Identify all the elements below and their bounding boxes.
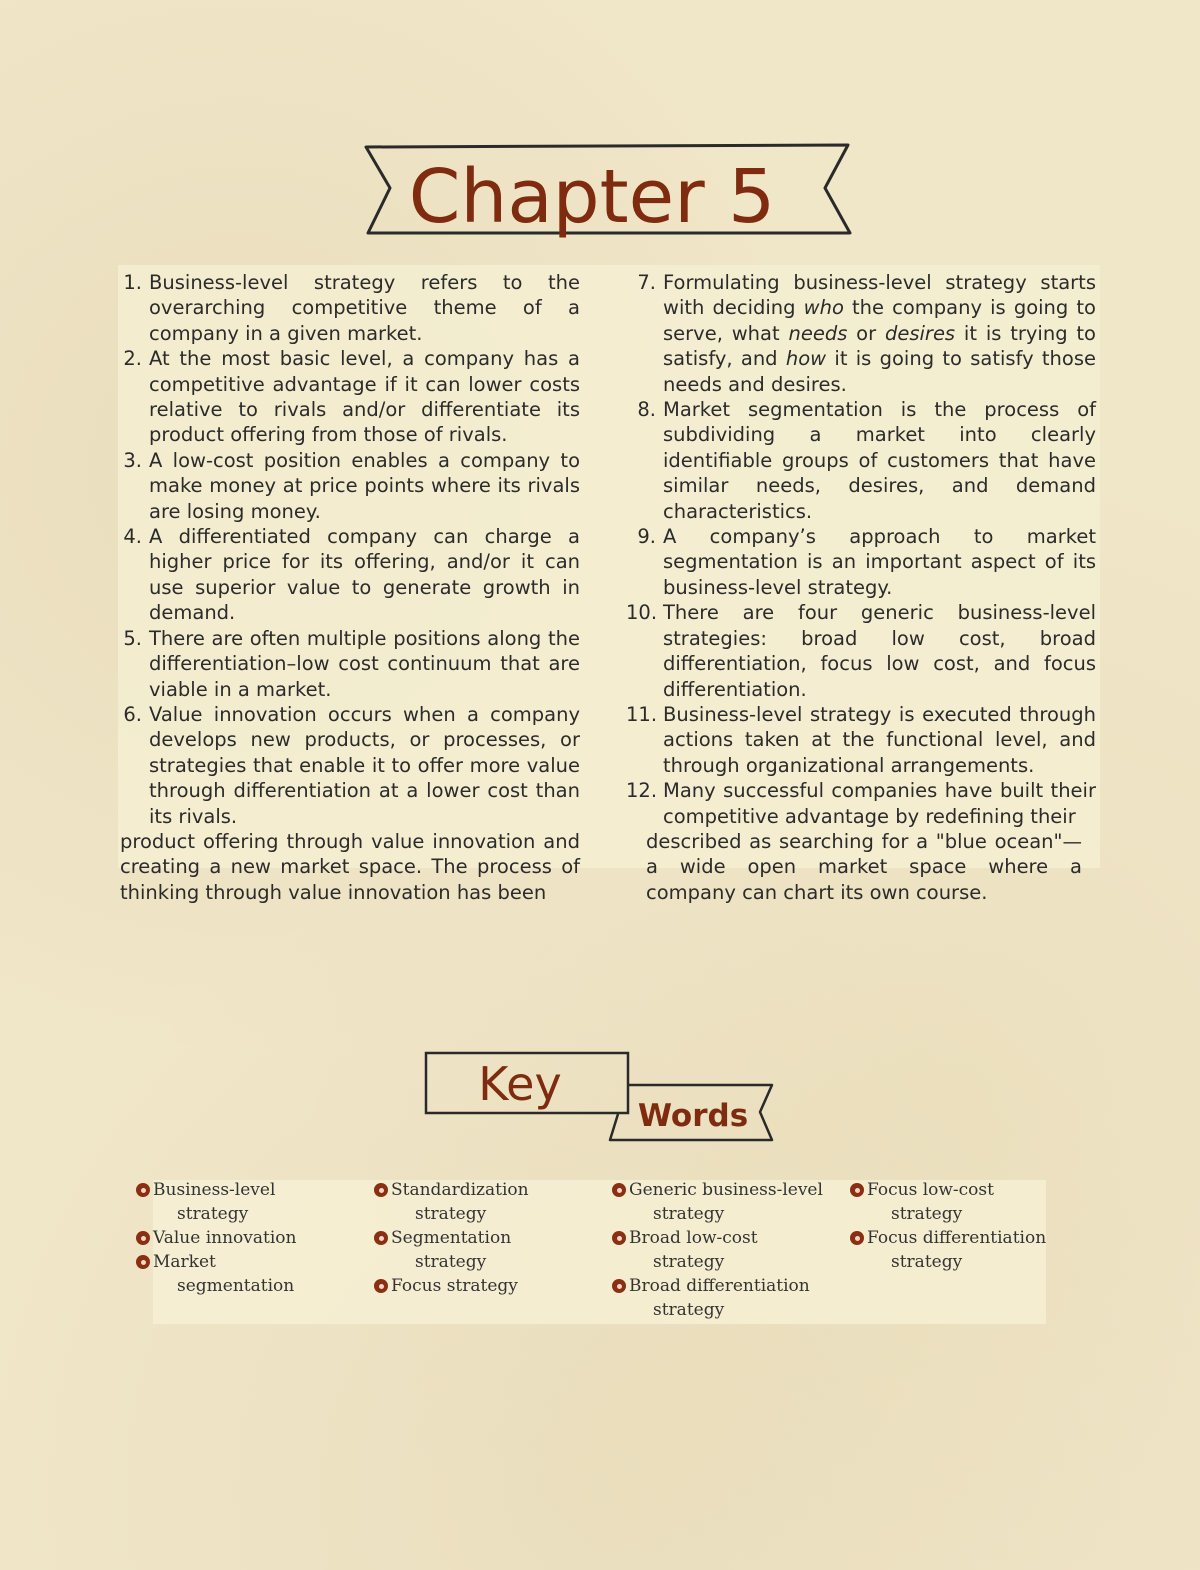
key-word-item: Focus low-cost strategy — [850, 1178, 1046, 1226]
key-words-banner — [420, 1048, 780, 1148]
summary-item: 4. A differentiated company can charge a higher price for its offering, and/or it can use superior value to generate growth in demand. — [123, 525, 580, 625]
key-word-item: Business-level strategy — [136, 1178, 296, 1226]
summary-item: 7. Formulating business-level strategy starts with deciding who the company is going to serve, what needs or desires it is trying to satisfy, and how it is going to satisfy those needs and desires. — [637, 271, 1096, 396]
summary-item: 11. Business-level strategy is executed through actions taken at the functional level, and through organizational arrangements. — [626, 702, 1096, 777]
bullet-icon — [612, 1183, 626, 1197]
bullet-icon — [612, 1231, 626, 1245]
summary-item: 12. Many successful companies have built their competitive advantage by redefining their — [626, 779, 1096, 828]
key-words-column — [136, 1178, 296, 1298]
bullet-icon — [612, 1279, 626, 1293]
summary-item: 9. A company’s approach to market segmentation is an important aspect of its business-level strategy. — [637, 525, 1096, 599]
bullet-icon — [374, 1279, 388, 1293]
bullet-icon — [374, 1231, 388, 1245]
chapter-title: Chapter 5 — [408, 154, 776, 240]
summary-item: 5. There are often multiple positions along the differentiation–low cost continuum that are viable in a market. — [123, 626, 580, 701]
key-word-item: Focus differentiation strategy — [850, 1226, 1046, 1274]
key-words-column — [374, 1178, 529, 1298]
summary-continuation-left: product offering through value innovation and creating a new market space. The process of thinking through value innovation has been — [120, 829, 580, 904]
bullet-icon — [136, 1231, 150, 1245]
summary-item: 10. There are four generic business-level strategies: broad low cost, broad differentiation, focus low cost, and focus differentiation. — [626, 601, 1096, 701]
summary-item: 6. Value innovation occurs when a company develops new products, or processes, or strategies that enable it to offer more value through differentiation at a lower cost than its rivals. — [123, 702, 580, 828]
words-title: Words — [637, 1098, 749, 1134]
key-word-item: Focus strategy — [374, 1274, 529, 1298]
key-word-item: Broad differentiation strategy — [612, 1274, 823, 1322]
bullet-icon — [850, 1183, 864, 1197]
summary-item: 2. At the most basic level, a company has a competitive advantage if it can lower costs relative to rivals and/or differentiate its product offering from those of rivals. — [123, 347, 580, 447]
summary-item: 3. A low-cost position enables a company to make money at price points where its rivals are losing money. — [123, 448, 580, 523]
key-word-item: Standardization strategy — [374, 1178, 529, 1226]
summary-right-column — [626, 270, 1096, 905]
summary-left-column — [112, 270, 580, 905]
summary-continuation-right: described as searching for a "blue ocean"—a wide open market space where a company can chart its own course. — [646, 829, 1082, 904]
bullet-icon — [850, 1231, 864, 1245]
key-word-item: Broad low-cost strategy — [612, 1226, 823, 1274]
bullet-icon — [136, 1255, 150, 1269]
bullet-icon — [374, 1183, 388, 1197]
key-title: Key — [478, 1057, 562, 1111]
bullet-icon — [136, 1183, 150, 1197]
key-word-item: Market segmentation — [136, 1250, 296, 1298]
key-words-column — [850, 1178, 1046, 1274]
key-words-column — [612, 1178, 823, 1322]
summary-item: 8. Market segmentation is the process of subdividing a market into clearly identifiable groups of customers that have similar needs, desires, and demand characteristics. — [637, 398, 1096, 523]
key-word-item: Segmentation strategy — [374, 1226, 529, 1274]
key-word-item: Generic business-level strategy — [612, 1178, 823, 1226]
summary-item: 1. Business-level strategy refers to the overarching competitive theme of a company in a given market. — [123, 271, 580, 345]
chapter-banner — [360, 140, 860, 240]
key-word-item: Value innovation — [136, 1226, 296, 1250]
